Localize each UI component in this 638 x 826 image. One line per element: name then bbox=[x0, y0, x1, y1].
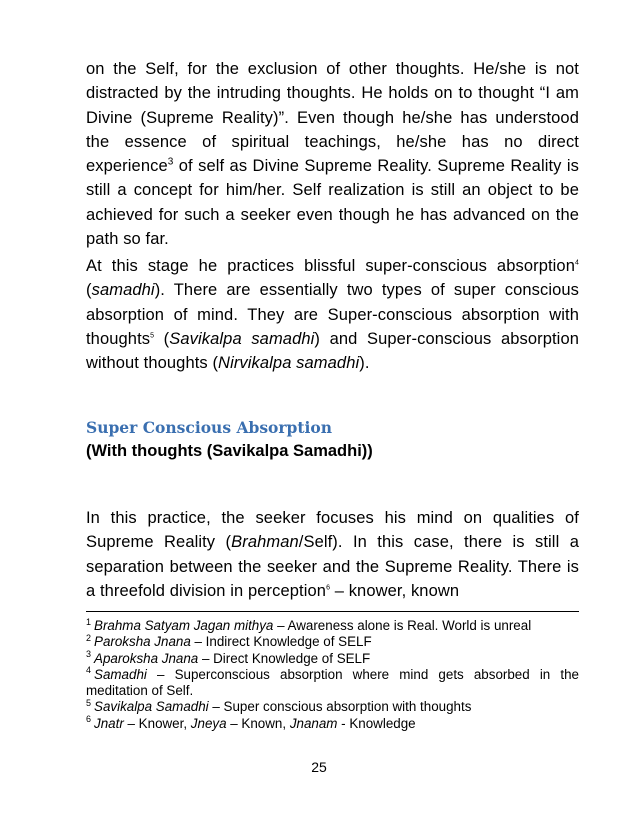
term-samadhi: samadhi bbox=[91, 281, 155, 300]
section-heading: Super Conscious Absorption bbox=[86, 418, 333, 437]
paragraph-2-text-a: At this stage he practices blissful super-conscious absorption bbox=[86, 257, 575, 275]
footnote-number: 2 bbox=[86, 632, 92, 643]
paragraph-2-text-e: ) and Super-conscious absorption without thoughts ( bbox=[86, 329, 579, 373]
footnote-number: 1 bbox=[86, 616, 92, 627]
footnote-term: Jnatr bbox=[94, 715, 124, 731]
footnote-text: – Known, bbox=[226, 715, 290, 731]
paragraph-2 bbox=[86, 254, 579, 375]
footnote-text: - Knowledge bbox=[337, 715, 416, 731]
paragraph-1 bbox=[86, 57, 579, 251]
footnote-item bbox=[86, 716, 579, 732]
footnote-text: – Awareness alone is Real. World is unreal bbox=[273, 618, 532, 633]
footnote-term: Brahma Satyam Jagan mithya bbox=[94, 618, 274, 633]
footnote-item bbox=[86, 634, 579, 650]
footnote-text: – Direct Knowledge of SELF bbox=[198, 650, 371, 666]
section-subheading: (With thoughts (Savikalpa Samadhi)) bbox=[86, 442, 373, 460]
term-nirvikalpa-samadhi: Nirvikalpa samadhi bbox=[218, 354, 360, 373]
footnote-term: Samadhi bbox=[94, 666, 147, 682]
footnote-term: Savikalpa Samadhi bbox=[94, 699, 209, 715]
footnote-number: 3 bbox=[86, 649, 92, 660]
paragraph-3-text-c: – knower, known bbox=[330, 581, 460, 600]
footnote-term: Paroksha Jnana bbox=[94, 634, 191, 650]
footnote-item bbox=[86, 699, 579, 715]
footnote-item bbox=[86, 651, 579, 667]
paragraph-2-text-c: ). There are essentially two types of super conscious absorption of mind. They are Super-conscious absorption with thoughts bbox=[86, 281, 579, 348]
paragraph-3-text-a: In this practice, the seeker focuses his mind on qualities of Supreme Reality ( bbox=[86, 509, 579, 552]
paragraph-2-text-d: ( bbox=[154, 329, 170, 348]
footnote-text: – Knower, bbox=[123, 715, 191, 731]
footnote-list bbox=[86, 618, 579, 732]
footnote-item bbox=[86, 618, 579, 634]
paragraph-1-text-a: on the Self, for the exclusion of other thoughts. He/she is not distracted by the intruding thoughts. He holds on to thought “I am Divine (Supreme Reality)”. Even though he/she has understood the essence of spiritual teachings, he/she has no direct experience bbox=[86, 60, 579, 176]
footnote-ref-4[interactable]: 4 bbox=[575, 259, 579, 267]
footnote-number: 5 bbox=[86, 698, 92, 709]
footnote-item bbox=[86, 667, 579, 700]
footnote-term: Aparoksha Jnana bbox=[94, 650, 199, 666]
footnote-ref-6[interactable]: 6 bbox=[326, 584, 331, 592]
footnote-divider bbox=[86, 611, 579, 612]
paragraph-1-text-b: of self as Divine Supreme Reality. Supreme Reality is still a concept for him/her. Self realization is still an object to be achieved for such a seeker even though he has advanced on the path so far. bbox=[86, 157, 579, 249]
paragraph-2-text-b: ( bbox=[86, 281, 92, 300]
paragraph-2-text-f: ). bbox=[359, 354, 370, 373]
footnote-term: Jnanam bbox=[289, 715, 338, 731]
footnote-number: 6 bbox=[86, 714, 92, 725]
page-number: 25 bbox=[311, 759, 327, 775]
footnote-text: – Super conscious absorption with thoughts bbox=[208, 699, 472, 715]
footnote-term: Jneya bbox=[190, 715, 227, 731]
footnote-text: – Indirect Knowledge of SELF bbox=[190, 634, 372, 650]
term-savikalpa-samadhi: Savikalpa samadhi bbox=[169, 329, 315, 348]
term-brahman: Brahman bbox=[231, 533, 299, 552]
footnote-ref-3[interactable]: 3 bbox=[167, 156, 174, 168]
footnote-number: 4 bbox=[86, 665, 92, 676]
footnote-ref-5[interactable]: 5 bbox=[150, 332, 155, 340]
paragraph-3-text-b: /Self). In this case, there is still a separation between the seeker and the Supreme Reality. There is a threefold division in perception bbox=[86, 533, 579, 600]
footnote-text: – Superconscious absorption where mind gets absorbed in the meditation of Self. bbox=[86, 666, 579, 699]
paragraph-3 bbox=[86, 506, 579, 603]
